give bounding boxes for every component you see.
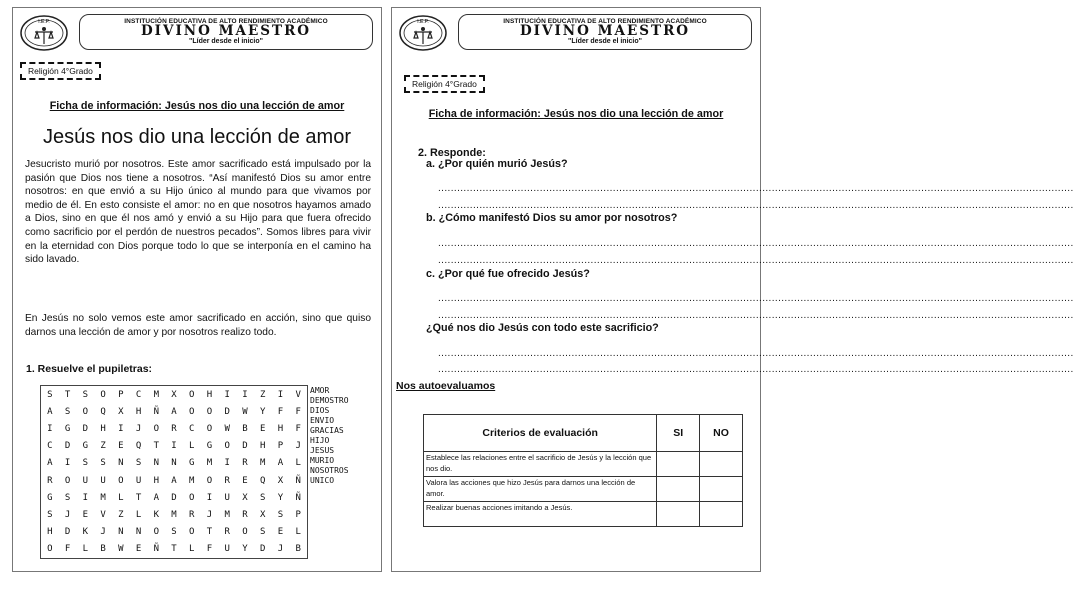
grid-letter[interactable]: E bbox=[259, 423, 266, 434]
grid-letter[interactable]: S bbox=[82, 389, 89, 400]
grid-letter[interactable]: L bbox=[189, 544, 195, 555]
seal-text: I.E.P. bbox=[38, 19, 50, 25]
course-label: Religión 4°Grado bbox=[20, 62, 101, 80]
grid-letter[interactable]: F bbox=[206, 544, 213, 555]
grid-letter[interactable]: I bbox=[224, 389, 230, 400]
word-list-item: UNICO bbox=[310, 476, 335, 485]
grid-letter[interactable]: A bbox=[47, 406, 53, 417]
grid-letter[interactable]: S bbox=[259, 492, 266, 503]
grid-letter[interactable]: I bbox=[47, 423, 53, 434]
grid-letter[interactable]: R bbox=[224, 527, 230, 538]
grid-letter[interactable]: J bbox=[135, 423, 142, 434]
grid-letter[interactable]: L bbox=[118, 492, 124, 503]
grid-letter[interactable]: W bbox=[224, 423, 230, 434]
grid-letter[interactable]: G bbox=[47, 492, 53, 503]
grid-letter[interactable]: V bbox=[100, 509, 106, 520]
self-evaluation-heading: Nos autoevaluamos bbox=[396, 380, 496, 392]
grid-letter[interactable]: H bbox=[47, 527, 53, 538]
question-a: a. ¿Por quién murió Jesús? bbox=[426, 158, 568, 170]
grid-row bbox=[41, 438, 307, 455]
institution-name: INSTITUCIÓN EDUCATIVA DE ALTO RENDIMIENTO ACADÉMICO bbox=[124, 18, 328, 25]
grid-letter[interactable]: O bbox=[118, 475, 124, 486]
no-checkbox-cell[interactable] bbox=[700, 502, 743, 527]
grid-row bbox=[41, 420, 307, 437]
grid-letter[interactable]: N bbox=[118, 527, 124, 538]
grid-letter[interactable]: U bbox=[100, 475, 106, 486]
grid-letter[interactable]: H bbox=[206, 389, 213, 400]
grid-row bbox=[41, 541, 307, 558]
question-c: c. ¿Por qué fue ofrecido Jesús? bbox=[426, 268, 590, 280]
grid-letter[interactable]: N bbox=[118, 458, 124, 469]
grid-letter[interactable]: F bbox=[295, 406, 301, 417]
grid-letter[interactable]: W bbox=[242, 406, 248, 417]
grid-letter[interactable]: S bbox=[64, 406, 71, 417]
word-list-item: AMOR bbox=[310, 386, 330, 395]
grid-letter[interactable]: M bbox=[259, 458, 266, 469]
grid-letter[interactable]: I bbox=[206, 492, 213, 503]
grid-letter[interactable]: Q bbox=[135, 441, 142, 452]
grid-letter[interactable]: U bbox=[82, 475, 89, 486]
grid-letter[interactable]: R bbox=[224, 475, 230, 486]
school-seal-icon bbox=[19, 14, 69, 52]
grid-letter[interactable]: I bbox=[277, 389, 284, 400]
sheet-title: Ficha de información: Jesús nos dio una lección de amor bbox=[49, 100, 345, 112]
grid-letter[interactable]: Ñ bbox=[295, 492, 301, 503]
grid-letter[interactable]: Y bbox=[277, 492, 284, 503]
grid-row bbox=[41, 489, 307, 506]
grid-letter[interactable]: Q bbox=[100, 406, 106, 417]
grid-letter[interactable]: W bbox=[118, 544, 124, 555]
grid-letter[interactable]: H bbox=[100, 423, 106, 434]
grid-letter[interactable]: A bbox=[47, 458, 53, 469]
grid-letter[interactable]: S bbox=[100, 458, 106, 469]
grid-letter[interactable]: R bbox=[171, 423, 177, 434]
grid-letter[interactable]: O bbox=[153, 423, 159, 434]
word-list-item: MURIO bbox=[310, 456, 335, 465]
grid-letter[interactable]: R bbox=[242, 458, 248, 469]
word-list-item: JESUS bbox=[310, 446, 335, 455]
grid-letter[interactable]: P bbox=[118, 389, 124, 400]
grid-letter[interactable]: M bbox=[189, 475, 195, 486]
grid-letter[interactable]: I bbox=[64, 458, 71, 469]
grid-letter[interactable]: E bbox=[135, 544, 142, 555]
word-list-item: DIOS bbox=[310, 406, 330, 415]
grid-letter[interactable]: Ñ bbox=[153, 406, 159, 417]
grid-letter[interactable]: O bbox=[189, 406, 195, 417]
grid-letter[interactable]: J bbox=[206, 509, 213, 520]
grid-letter[interactable]: O bbox=[206, 406, 213, 417]
grid-letter[interactable]: S bbox=[47, 389, 53, 400]
grid-letter[interactable]: E bbox=[82, 509, 89, 520]
grid-letter[interactable]: J bbox=[64, 509, 71, 520]
grid-letter[interactable]: B bbox=[242, 423, 248, 434]
grid-letter[interactable]: K bbox=[82, 527, 89, 538]
answer-line: ........................................................................................................................................................................................................ bbox=[438, 238, 1074, 249]
worksheet-page-1 bbox=[12, 7, 382, 572]
grid-row bbox=[41, 524, 307, 541]
grid-row bbox=[41, 386, 307, 403]
grid-letter[interactable]: O bbox=[153, 527, 159, 538]
word-list-item: HIJO bbox=[310, 436, 330, 445]
grid-letter[interactable]: D bbox=[171, 492, 177, 503]
grid-letter[interactable]: J bbox=[295, 441, 301, 452]
grid-letter[interactable]: A bbox=[171, 406, 177, 417]
grid-letter[interactable]: G bbox=[64, 423, 71, 434]
grid-letter[interactable]: Y bbox=[259, 406, 266, 417]
grid-letter[interactable]: L bbox=[295, 458, 301, 469]
si-checkbox-cell[interactable] bbox=[657, 452, 700, 477]
evaluation-table bbox=[423, 414, 743, 527]
grid-letter[interactable]: O bbox=[242, 527, 248, 538]
respond-heading: 2. Responde: bbox=[418, 147, 486, 159]
school-header bbox=[19, 14, 375, 54]
si-checkbox-cell[interactable] bbox=[657, 502, 700, 527]
second-paragraph: En Jesús no solo vemos este amor sacrificado en acción, sino que quiso darnos una lección de amor y por nosotros realizo todo. bbox=[25, 313, 371, 338]
school-motto: "Líder desde el inicio" bbox=[568, 38, 642, 45]
grid-letter[interactable]: E bbox=[277, 527, 284, 538]
word-list-item: GRACIAS bbox=[310, 426, 344, 435]
answer-line: ........................................................................................................................................................................................................ bbox=[438, 183, 1074, 194]
grid-letter[interactable]: Ñ bbox=[153, 544, 159, 555]
grid-letter[interactable]: I bbox=[82, 492, 89, 503]
grid-letter[interactable]: O bbox=[189, 389, 195, 400]
grid-letter[interactable]: O bbox=[47, 544, 53, 555]
si-checkbox-cell[interactable] bbox=[657, 477, 700, 502]
grid-letter[interactable]: S bbox=[277, 509, 284, 520]
grid-letter[interactable]: B bbox=[100, 544, 106, 555]
grid-letter[interactable]: E bbox=[118, 441, 124, 452]
grid-letter[interactable]: H bbox=[277, 423, 284, 434]
grid-letter[interactable]: Z bbox=[118, 509, 124, 520]
header-box bbox=[79, 14, 373, 50]
grid-letter[interactable]: U bbox=[135, 475, 142, 486]
grid-letter[interactable]: B bbox=[295, 544, 301, 555]
grid-letter[interactable]: O bbox=[206, 423, 213, 434]
grid-letter[interactable]: O bbox=[64, 475, 71, 486]
school-name: DIVINO MAESTRO bbox=[140, 23, 312, 39]
grid-letter[interactable]: Z bbox=[259, 389, 266, 400]
criteria-header: Criterios de evaluación bbox=[424, 415, 657, 452]
grid-letter[interactable]: T bbox=[64, 389, 71, 400]
grid-letter[interactable]: L bbox=[135, 509, 142, 520]
grid-letter[interactable]: R bbox=[189, 509, 195, 520]
grid-letter[interactable]: S bbox=[135, 458, 142, 469]
grid-letter[interactable]: L bbox=[295, 527, 301, 538]
grid-letter[interactable]: C bbox=[135, 389, 142, 400]
grid-letter[interactable]: T bbox=[135, 492, 142, 503]
grid-letter[interactable]: V bbox=[295, 389, 301, 400]
question-d: ¿Qué nos dio Jesús con todo este sacrificio? bbox=[426, 322, 659, 334]
grid-letter[interactable]: L bbox=[189, 441, 195, 452]
grid-letter[interactable]: N bbox=[135, 527, 142, 538]
criterion-cell: Realizar buenas acciones imitando a Jesús. bbox=[424, 502, 657, 527]
answer-line: ........................................................................................................................................................................................................ bbox=[438, 200, 1074, 211]
grid-letter[interactable]: O bbox=[100, 389, 106, 400]
school-header bbox=[398, 14, 754, 54]
grid-letter[interactable]: S bbox=[47, 509, 53, 520]
grid-letter[interactable]: I bbox=[224, 458, 230, 469]
grid-letter[interactable]: X bbox=[171, 389, 177, 400]
grid-letter[interactable]: J bbox=[100, 527, 106, 538]
answer-line: ........................................................................................................................................................................................................ bbox=[438, 255, 1074, 266]
activity-1-heading: 1. Resuelve el pupiletras: bbox=[26, 363, 153, 375]
grid-letter[interactable]: T bbox=[171, 544, 177, 555]
grid-letter[interactable]: C bbox=[47, 441, 53, 452]
grid-letter[interactable]: Ñ bbox=[295, 475, 301, 486]
grid-letter[interactable]: F bbox=[277, 406, 284, 417]
word-list-item: DEMOSTRO bbox=[310, 396, 349, 405]
worksheet-page-2 bbox=[391, 7, 1074, 572]
grid-row bbox=[41, 403, 307, 420]
seal-text: I.E.P. bbox=[417, 19, 429, 25]
grid-letter[interactable]: S bbox=[171, 527, 177, 538]
grid-letter[interactable]: N bbox=[153, 458, 159, 469]
grid-letter[interactable]: O bbox=[206, 475, 213, 486]
grid-letter[interactable]: R bbox=[47, 475, 53, 486]
si-header: SI bbox=[657, 415, 700, 452]
grid-letter[interactable]: M bbox=[171, 509, 177, 520]
criterion-cell: Establece las relaciones entre el sacrificio de Jesús y la lección que nos dio. bbox=[424, 452, 657, 477]
answer-line: ........................................................................................................................................................................................................ bbox=[438, 348, 1074, 359]
answer-line: ........................................................................................................................................................................................................ bbox=[438, 364, 1074, 375]
grid-letter[interactable]: X bbox=[277, 475, 284, 486]
grid-letter[interactable]: S bbox=[64, 492, 71, 503]
grid-letter[interactable]: F bbox=[295, 423, 301, 434]
grid-row bbox=[41, 506, 307, 523]
grid-letter[interactable]: L bbox=[82, 544, 89, 555]
main-heading: Jesús nos dio una lección de amor bbox=[43, 126, 351, 148]
grid-letter[interactable]: I bbox=[171, 441, 177, 452]
grid-letter[interactable]: D bbox=[64, 441, 71, 452]
table-header-row bbox=[424, 415, 743, 452]
grid-letter[interactable]: M bbox=[153, 389, 159, 400]
grid-letter[interactable]: D bbox=[64, 527, 71, 538]
table-row bbox=[424, 502, 743, 527]
criterion-cell: Valora las acciones que hizo Jesús para darnos una lección de amor. bbox=[424, 477, 657, 502]
table-row bbox=[424, 452, 743, 477]
word-list-item: NOSOTROS bbox=[310, 466, 349, 475]
grid-letter[interactable]: M bbox=[224, 509, 230, 520]
intro-paragraph: Jesucristo murió por nosotros. Este amor sacrificado está impulsado por la pasión que Dios nos tiene a nosotros. “Así manifestó Dios su amor entre nosotros: en que envió a su Hijo único al mundo para que vivamos por medio de él. En esto consiste el amor: no en que nosotros hayamos amado a Dios, sino en que él nos amó y envió a su Hijo para que fuera ofrecido como sacrificio por el perdón de nuestros pecados”. Somos libres para vivir en la eternidad con Dios porque todo lo que se interponía en el camino ha sido lavado. bbox=[25, 159, 371, 266]
word-list-item: ENVIO bbox=[310, 416, 335, 425]
question-b: b. ¿Cómo manifestó Dios su amor por nosotros? bbox=[426, 212, 678, 224]
grid-letter[interactable]: M bbox=[206, 458, 213, 469]
table-row bbox=[424, 477, 743, 502]
grid-row bbox=[41, 472, 307, 489]
header-box bbox=[458, 14, 752, 50]
grid-letter[interactable]: F bbox=[64, 544, 71, 555]
grid-letter[interactable]: R bbox=[242, 509, 248, 520]
grid-letter[interactable]: X bbox=[259, 509, 266, 520]
grid-letter[interactable]: E bbox=[242, 475, 248, 486]
grid-letter[interactable]: H bbox=[153, 475, 159, 486]
grid-letter[interactable]: U bbox=[224, 492, 230, 503]
grid-letter[interactable]: D bbox=[259, 544, 266, 555]
school-seal-icon bbox=[398, 14, 448, 52]
grid-letter[interactable]: N bbox=[171, 458, 177, 469]
grid-letter[interactable]: M bbox=[100, 492, 106, 503]
grid-letter[interactable]: J bbox=[277, 544, 284, 555]
grid-letter[interactable]: I bbox=[118, 423, 124, 434]
grid-letter[interactable]: O bbox=[189, 492, 195, 503]
grid-letter[interactable]: K bbox=[153, 509, 159, 520]
grid-letter[interactable]: P bbox=[295, 509, 301, 520]
grid-letter[interactable]: I bbox=[242, 389, 248, 400]
grid-letter[interactable]: T bbox=[206, 527, 213, 538]
grid-letter[interactable]: D bbox=[242, 441, 248, 452]
grid-letter[interactable]: G bbox=[206, 441, 213, 452]
school-name: DIVINO MAESTRO bbox=[519, 23, 691, 39]
answer-line: ........................................................................................................................................................................................................ bbox=[438, 310, 1074, 321]
grid-letter[interactable]: S bbox=[259, 527, 266, 538]
grid-letter[interactable]: A bbox=[171, 475, 177, 486]
grid-letter[interactable]: U bbox=[224, 544, 230, 555]
grid-letter[interactable]: Z bbox=[100, 441, 106, 452]
grid-letter[interactable]: G bbox=[82, 441, 89, 452]
grid-letter[interactable]: D bbox=[82, 423, 89, 434]
no-checkbox-cell[interactable] bbox=[700, 452, 743, 477]
school-motto: "Líder desde el inicio" bbox=[189, 38, 263, 45]
no-checkbox-cell[interactable] bbox=[700, 477, 743, 502]
grid-letter[interactable]: A bbox=[277, 458, 284, 469]
grid-row bbox=[41, 455, 307, 472]
grid-letter[interactable]: A bbox=[153, 492, 159, 503]
answer-line: ........................................................................................................................................................................................................ bbox=[438, 293, 1074, 304]
grid-letter[interactable]: Q bbox=[259, 475, 266, 486]
grid-letter[interactable]: S bbox=[82, 458, 89, 469]
grid-letter[interactable]: H bbox=[135, 406, 142, 417]
course-label: Religión 4°Grado bbox=[404, 75, 485, 93]
grid-letter[interactable]: O bbox=[82, 406, 89, 417]
word-search-grid bbox=[40, 385, 308, 559]
institution-name: INSTITUCIÓN EDUCATIVA DE ALTO RENDIMIENTO ACADÉMICO bbox=[503, 18, 707, 25]
sheet-title: Ficha de información: Jesús nos dio una lección de amor bbox=[428, 108, 724, 120]
grid-letter[interactable]: P bbox=[277, 441, 284, 452]
grid-letter[interactable]: X bbox=[118, 406, 124, 417]
grid-letter[interactable]: D bbox=[224, 406, 230, 417]
no-header: NO bbox=[700, 415, 743, 452]
word-list bbox=[310, 386, 349, 486]
grid-letter[interactable]: G bbox=[189, 458, 195, 469]
grid-letter[interactable]: T bbox=[153, 441, 159, 452]
grid-letter[interactable]: X bbox=[242, 492, 248, 503]
grid-letter[interactable]: C bbox=[189, 423, 195, 434]
grid-letter[interactable]: O bbox=[189, 527, 195, 538]
grid-letter[interactable]: H bbox=[259, 441, 266, 452]
grid-letter[interactable]: O bbox=[224, 441, 230, 452]
grid-letter[interactable]: Y bbox=[242, 544, 248, 555]
